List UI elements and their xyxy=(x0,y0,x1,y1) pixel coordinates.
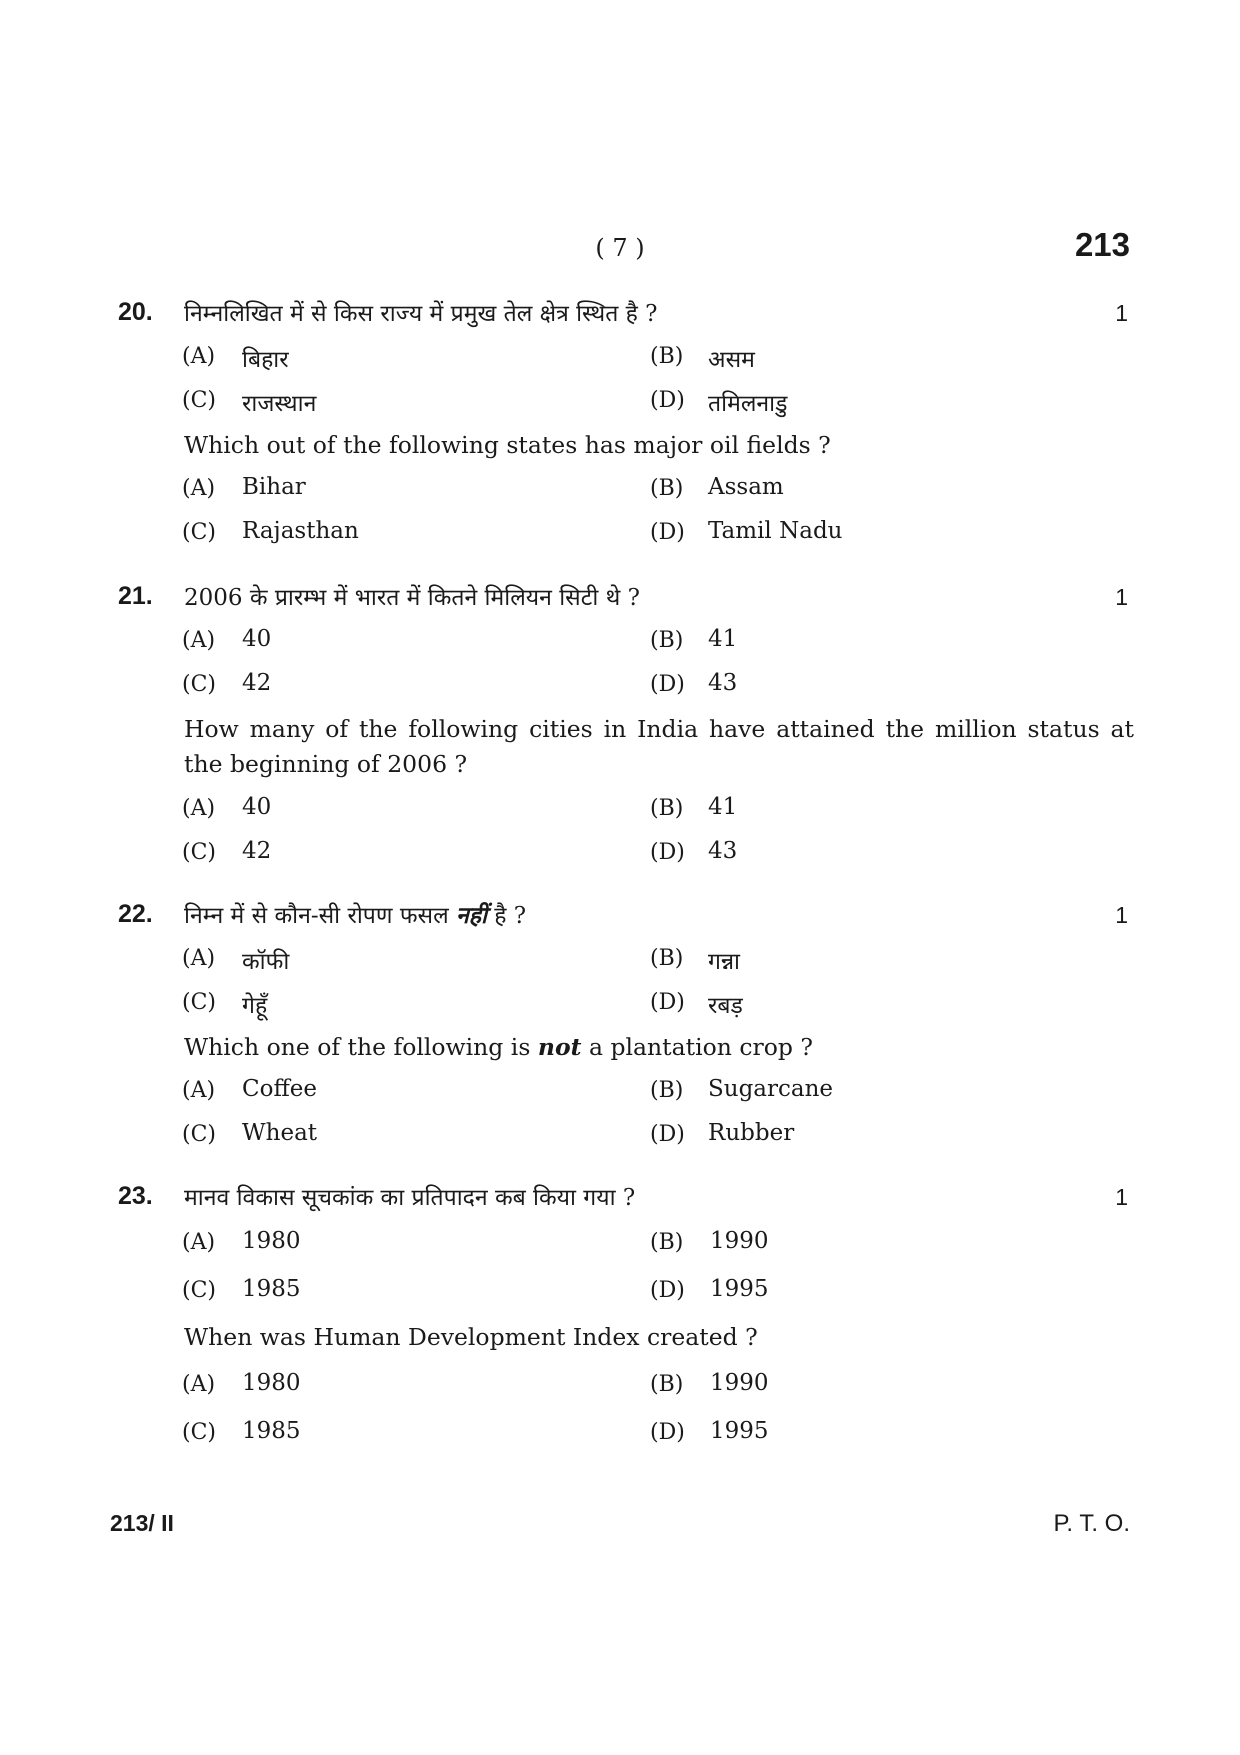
option-text: 41 xyxy=(708,794,738,820)
option-label: (A) xyxy=(182,946,216,971)
option-text: 42 xyxy=(242,838,272,864)
option-text: 1995 xyxy=(710,1418,769,1444)
option-label: (D) xyxy=(650,990,685,1015)
question-text-hindi xyxy=(184,898,526,930)
option-text: बिहार xyxy=(242,347,289,373)
option-text: असम xyxy=(708,347,755,373)
option-label: (B) xyxy=(650,344,684,369)
question-text-hindi: निम्नलिखित में से किस राज्य में प्रमुख तेल क्षेत्र स्थित है ? xyxy=(184,301,658,327)
option-label: (B) xyxy=(650,1078,684,1103)
option-text: Tamil Nadu xyxy=(708,518,843,544)
option-text: गन्ना xyxy=(708,949,741,975)
question-text-english: When was Human Development Index created ? xyxy=(184,1323,758,1351)
option-text: Rubber xyxy=(708,1120,795,1146)
option-text: रबड़ xyxy=(708,993,743,1019)
option-label: (D) xyxy=(650,1420,685,1445)
option-label: (D) xyxy=(650,520,685,545)
option-label: (D) xyxy=(650,1278,685,1303)
option-text: 1980 xyxy=(242,1228,301,1254)
option-label: (B) xyxy=(650,1372,684,1397)
question-marks: 1 xyxy=(1115,902,1128,928)
option-text: 1985 xyxy=(242,1276,301,1302)
option-label: (A) xyxy=(182,344,216,369)
option-label: (A) xyxy=(182,1372,216,1397)
question-text-part: Which one of the following is xyxy=(184,1033,531,1061)
option-label: (B) xyxy=(650,796,684,821)
option-text: Sugarcane xyxy=(708,1076,834,1102)
option-text: 43 xyxy=(708,670,738,696)
option-text: कॉफी xyxy=(242,949,290,975)
option-label: (C) xyxy=(182,1278,216,1303)
question-text-part: निम्न में से कौन-सी रोपण फसल xyxy=(184,903,449,929)
option-text: Coffee xyxy=(242,1076,318,1102)
question-number: 22. xyxy=(118,900,153,928)
option-label: (B) xyxy=(650,476,684,501)
option-label: (A) xyxy=(182,476,216,501)
option-label: (D) xyxy=(650,672,685,697)
emphasis-word: not xyxy=(537,1033,582,1061)
question-text-hindi: 2006 के प्रारम्भ में भारत में कितने मिलियन सिटी थे ? xyxy=(184,585,640,611)
option-label: (C) xyxy=(182,520,216,545)
footer-paper-code: 213/ II xyxy=(110,1510,174,1536)
question-text-part: है ? xyxy=(494,903,527,929)
option-text: गेहूँ xyxy=(242,993,268,1019)
option-text: 1995 xyxy=(710,1276,769,1302)
option-text: 1980 xyxy=(242,1370,301,1396)
option-text: 1990 xyxy=(710,1370,769,1396)
option-text: Wheat xyxy=(242,1120,318,1146)
option-label: (C) xyxy=(182,1122,216,1147)
option-text: तमिलनाडु xyxy=(708,391,788,417)
option-label: (B) xyxy=(650,628,684,653)
option-text: Assam xyxy=(708,474,784,500)
question-marks: 1 xyxy=(1115,300,1128,326)
option-label: (D) xyxy=(650,840,685,865)
option-text: 1985 xyxy=(242,1418,301,1444)
option-label: (A) xyxy=(182,1078,216,1103)
option-label: (A) xyxy=(182,1230,216,1255)
emphasis-word: नहीं xyxy=(456,902,487,929)
option-text: 40 xyxy=(242,626,272,652)
question-number: 20. xyxy=(118,298,153,326)
page-number: ( 7 ) xyxy=(595,234,645,262)
option-text: Rajasthan xyxy=(242,518,359,544)
option-label: (A) xyxy=(182,628,216,653)
option-label: (B) xyxy=(650,1230,684,1255)
question-marks: 1 xyxy=(1115,1184,1128,1210)
option-text: राजस्थान xyxy=(242,391,317,417)
option-text: 1990 xyxy=(710,1228,769,1254)
option-label: (D) xyxy=(650,388,685,413)
option-text: 40 xyxy=(242,794,272,820)
option-label: (C) xyxy=(182,990,216,1015)
question-text-english: Which out of the following states has major oil fields ? xyxy=(184,431,831,459)
question-text-hindi: मानव विकास सूचकांक का प्रतिपादन कब किया गया ? xyxy=(184,1185,636,1211)
option-label: (C) xyxy=(182,840,216,865)
question-text-part: a plantation crop ? xyxy=(588,1033,813,1061)
footer-pto: P. T. O. xyxy=(1053,1510,1130,1537)
question-text-english: How many of the following cities in India have attained the million status at the beginning of 2006 ? xyxy=(184,715,1134,778)
question-number: 21. xyxy=(118,582,153,610)
option-text: 41 xyxy=(708,626,738,652)
option-label: (C) xyxy=(182,672,216,697)
option-label: (C) xyxy=(182,388,216,413)
option-label: (D) xyxy=(650,1122,685,1147)
option-text: Bihar xyxy=(242,474,306,500)
question-number: 23. xyxy=(118,1182,153,1210)
paper-code: 213 xyxy=(1074,226,1130,263)
question-marks: 1 xyxy=(1115,584,1128,610)
option-text: 43 xyxy=(708,838,738,864)
option-label: (A) xyxy=(182,796,216,821)
question-text-english xyxy=(184,1030,1134,1065)
option-text: 42 xyxy=(242,670,272,696)
option-label: (C) xyxy=(182,1420,216,1445)
option-label: (B) xyxy=(650,946,684,971)
